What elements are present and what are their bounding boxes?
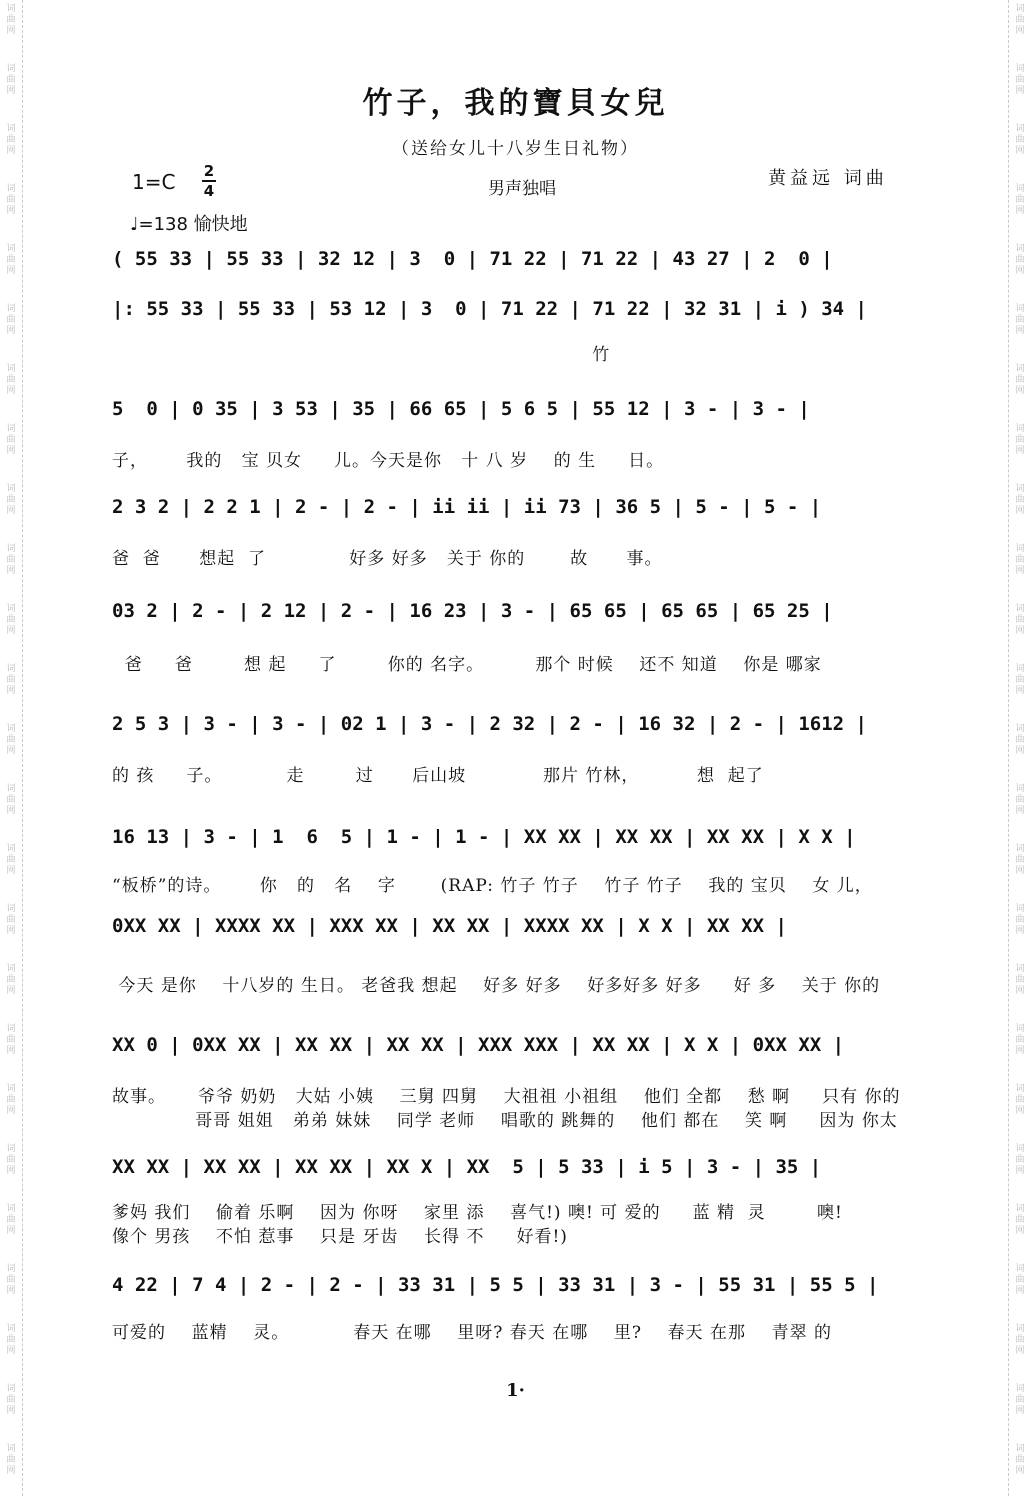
watermark-text: 词 曲 网 xyxy=(1015,844,1025,876)
lyric-line: 爸 爸 想 起 了 你的 名字。 那个 时候 还不 知道 你是 哪家 xyxy=(112,655,822,674)
watermark-text: 词 曲 网 xyxy=(1015,544,1025,576)
notation-line: ( 55 33 | 55 33 | 32 12 | 3 0 | 71 22 | 71 22 | 43 27 | 2 0 | xyxy=(112,248,833,270)
watermark-text: 词 曲 网 xyxy=(6,424,16,456)
watermark-text: 词 曲 网 xyxy=(6,544,16,576)
notation-line: 0XX XX | XXXX XX | XXX XX | XX XX | XXXX XX | X X | XX XX | xyxy=(112,915,787,937)
watermark-text: 词 曲 网 xyxy=(1015,424,1025,456)
watermark-text: 词 曲 网 xyxy=(6,124,16,156)
time-signature-bottom: 4 xyxy=(203,182,215,200)
notation-line: XX XX | XX XX | XX XX | XX X | XX 5 | 5 33 | i 5 | 3 - | 35 | xyxy=(112,1156,822,1178)
composer-credit: 黄益远 词曲 xyxy=(768,168,888,189)
watermark-text: 词 曲 网 xyxy=(1015,1084,1025,1116)
watermark-text: 词 曲 网 xyxy=(6,304,16,336)
notation-line: |: 55 33 | 55 33 | 53 12 | 3 0 | 71 22 | 71 22 | 32 31 | i ) 34 | xyxy=(112,298,867,320)
notation-line: XX 0 | 0XX XX | XX XX | XX XX | XXX XXX | XX XX | X X | 0XX XX | xyxy=(112,1034,845,1056)
watermark-text: 词 曲 网 xyxy=(1015,1444,1025,1476)
lyric-line: “板桥”的诗。 你 的 名 字 (RAP: 竹子 竹子 竹子 竹子 我的 宝贝 女 儿， xyxy=(112,876,873,895)
watermark-text: 词 曲 网 xyxy=(1015,964,1025,996)
watermark-text: 词 曲 网 xyxy=(1015,184,1025,216)
watermark-text: 词 曲 网 xyxy=(1015,1324,1025,1356)
key-signature: 1=C xyxy=(132,170,176,194)
notation-line: 2 5 3 | 3 - | 3 - | 02 1 | 3 - | 2 32 | 2 - | 16 32 | 2 - | 1612 | xyxy=(112,713,867,735)
watermark-text: 词 曲 网 xyxy=(1015,484,1025,516)
watermark-text: 词 曲 网 xyxy=(6,1444,16,1476)
watermark-text: 词 曲 网 xyxy=(6,904,16,936)
watermark-text: 词 曲 网 xyxy=(1015,604,1025,636)
lyric-line: 的 孩 子。 走 过 后山坡 那片 竹林， 想 起了 xyxy=(112,766,764,785)
watermark-text: 词 曲 网 xyxy=(1015,724,1025,756)
watermark-text: 词 曲 网 xyxy=(1015,304,1025,336)
watermark-text: 词 曲 网 xyxy=(6,604,16,636)
watermark-text: 词 曲 网 xyxy=(1015,64,1025,96)
watermark-text: 词 曲 网 xyxy=(6,964,16,996)
watermark-text: 词 曲 网 xyxy=(6,1324,16,1356)
watermark-text: 词 曲 网 xyxy=(6,844,16,876)
song-subtitle: （送给女儿十八岁生日礼物） xyxy=(392,139,639,159)
tempo-marking: ♩=138 愉快地 xyxy=(130,214,248,235)
watermark-text: 词 曲 网 xyxy=(6,784,16,816)
lyric-line: 哥哥 姐姐 弟弟 妹妹 同学 老师 唱歌的 跳舞的 他们 都在 笑 啊 因为 你太 xyxy=(112,1111,898,1130)
watermark-text: 词 曲 网 xyxy=(1015,1204,1025,1236)
lyric-line: 今天 是你 十八岁的 生日。 老爸我 想起 好多 好多 好多好多 好多 好 多 关于 你的 xyxy=(112,976,881,995)
voice-type: 男声独唱 xyxy=(488,179,556,199)
watermark-text: 词 曲 网 xyxy=(6,1144,16,1176)
lyric-line: 竹 xyxy=(112,345,611,364)
watermark-text: 词 曲 网 xyxy=(1015,364,1025,396)
watermark-text: 词 曲 网 xyxy=(6,1084,16,1116)
watermark-text: 词 曲 网 xyxy=(6,4,16,36)
watermark-text: 词 曲 网 xyxy=(6,184,16,216)
watermark-text: 词 曲 网 xyxy=(1015,1264,1025,1296)
notation-line: 5 0 | 0 35 | 3 53 | 35 | 66 65 | 5 6 5 | 55 12 | 3 - | 3 - | xyxy=(112,398,810,420)
notation-line: 16 13 | 3 - | 1 6 5 | 1 - | 1 - | XX XX | XX XX | XX XX | X X | xyxy=(112,826,856,848)
song-title: 竹子，我的寶貝女兒 xyxy=(362,86,669,121)
notation-line: 03 2 | 2 - | 2 12 | 2 - | 16 23 | 3 - | 65 65 | 65 65 | 65 25 | xyxy=(112,600,833,622)
watermark-text: 词 曲 网 xyxy=(6,1264,16,1296)
watermark-text: 词 曲 网 xyxy=(6,664,16,696)
lyric-line: 像个 男孩 不怕 惹事 只是 牙齿 长得 不 好看!) xyxy=(112,1227,568,1246)
lyric-line: 可爱的 蓝精 灵。 春天 在哪 里呀? 春天 在哪 里? 春天 在那 青翠 的 xyxy=(112,1323,832,1342)
watermark-text: 词 曲 网 xyxy=(1015,4,1025,36)
page-number: 1· xyxy=(506,1380,525,1401)
time-signature-top: 2 xyxy=(203,162,215,180)
watermark-text: 词 曲 网 xyxy=(6,364,16,396)
watermark-text: 词 曲 网 xyxy=(1015,124,1025,156)
watermark-text: 词 曲 网 xyxy=(1015,784,1025,816)
notation-line: 4 22 | 7 4 | 2 - | 2 - | 33 31 | 5 5 | 33 31 | 3 - | 55 31 | 55 5 | xyxy=(112,1274,879,1296)
watermark-text: 词 曲 网 xyxy=(1015,244,1025,276)
watermark-text: 词 曲 网 xyxy=(6,1384,16,1416)
watermark-text: 词 曲 网 xyxy=(6,64,16,96)
lyric-line: 爸 爸 想起 了 好多 好多 关于 你的 故 事。 xyxy=(112,549,663,568)
watermark-text: 词 曲 网 xyxy=(1015,904,1025,936)
watermark-text: 词 曲 网 xyxy=(1015,664,1025,696)
notation-line: 2 3 2 | 2 2 1 | 2 - | 2 - | ii ii | ii 73 | 36 5 | 5 - | 5 - | xyxy=(112,496,822,518)
watermark-text: 词 曲 网 xyxy=(6,244,16,276)
time-signature xyxy=(202,164,216,199)
watermark-text: 词 曲 网 xyxy=(6,1204,16,1236)
watermark-text: 词 曲 网 xyxy=(1015,1384,1025,1416)
lyric-line: 故事。 爷爷 奶奶 大姑 小姨 三舅 四舅 大祖祖 小祖组 他们 全都 愁 啊 只有 你的 xyxy=(112,1087,901,1106)
lyric-line: 子， 我的 宝 贝女 儿。今天是你 十 八 岁 的 生 日。 xyxy=(112,451,665,470)
watermark-text: 词 曲 网 xyxy=(1015,1144,1025,1176)
watermark-text: 词 曲 网 xyxy=(6,1024,16,1056)
lyric-line: 爹妈 我们 偷着 乐啊 因为 你呀 家里 添 喜气!) 噢! 可 爱的 蓝 精 灵 噢! xyxy=(112,1203,843,1222)
watermark-text: 词 曲 网 xyxy=(6,484,16,516)
watermark-text: 词 曲 网 xyxy=(1015,1024,1025,1056)
watermark-text: 词 曲 网 xyxy=(6,724,16,756)
